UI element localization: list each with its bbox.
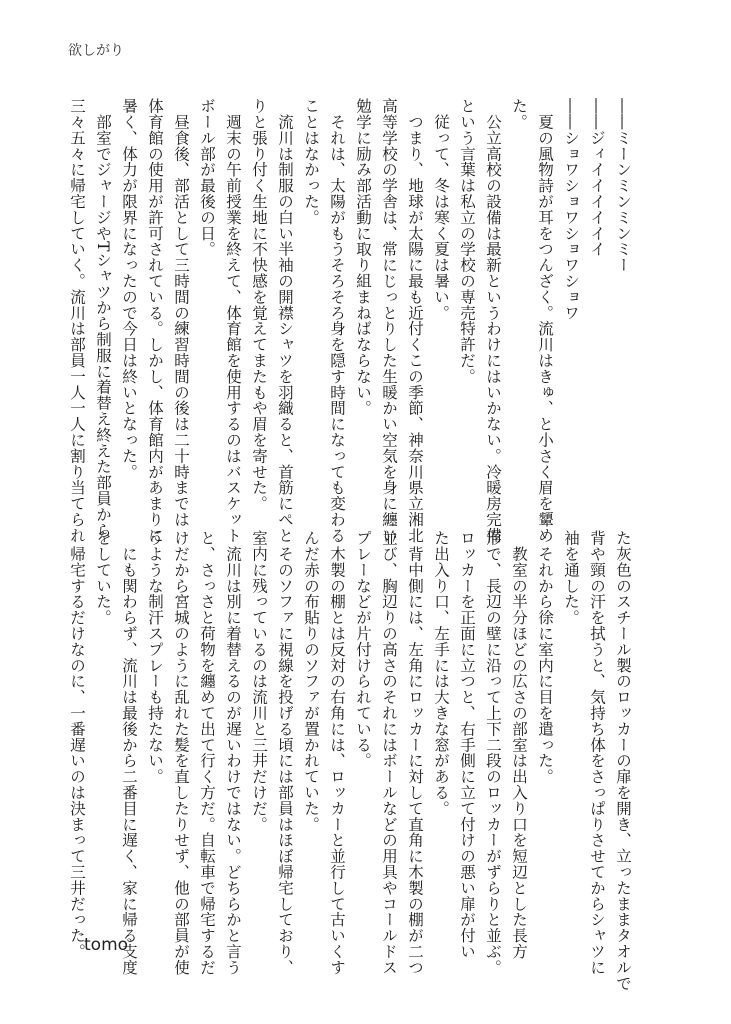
text-line: 夏の風物詩が耳をつんざく。流川はきゅ、と小さく眉を顰め [536, 98, 554, 544]
text-line: 室内に残っているのは流川と三井だけだ。 [250, 530, 268, 833]
text-line: ことはなかった。 [302, 98, 320, 226]
text-line: ――ミーンミンミンミー [614, 98, 632, 273]
text-line: 流川は制服の白い半袖の開襟シャツを羽織ると、首筋にぺと [276, 98, 294, 544]
text-line: けだから宮城のように乱れた髪を直したりせず、他の部員が使 [172, 530, 190, 976]
text-line: 並び、胸辺りの高さのそれにはボールなどの用具やコールドス [380, 530, 398, 976]
text-line: にも関わらず、流川は最後から二番目に遅く、家に帰る支度 [120, 530, 138, 976]
text-line: ――ショワショワショワショワ [562, 98, 580, 321]
text-line: 教室の半分ほどの広さの部室は出入り口を短辺とした長方 [510, 530, 528, 960]
text-line: 週末の午前授業を終えて、体育館を使用するのはバスケット [224, 98, 242, 544]
text-line: それは、太陽がもうそろそろ身を隠す時間になっても変わる [328, 98, 346, 544]
text-line: 従って、冬は寒く夏は暑い。 [432, 98, 450, 321]
text-line: りと張り付く生地に不快感を覚えてまたもや眉を寄せた。 [250, 98, 268, 512]
text-line: プレーなどが片付けられている。 [354, 530, 372, 769]
text-line: ロッカーを正面に立つと、右手側に立て付けの悪い扉が付い [458, 530, 476, 960]
text-line: 背や頸の汗を拭うと、気持ち体をさっぱりさせてからシャツに [588, 530, 606, 976]
upper-text-block [68, 98, 636, 544]
text-line: 公立高校の設備は最新というわけにはいかない。冷暖房完備 [484, 98, 502, 544]
author-name: tomo [84, 935, 129, 955]
text-line: ボール部が最後の日。 [198, 98, 216, 257]
text-line: 背中側には、左角にロッカーに対して直角に木製の棚が二つ [406, 530, 424, 976]
text-line: うような制汗スプレーも持たない。 [146, 530, 164, 785]
text-line: た出入り口、左手には大きな窓がある。 [432, 530, 450, 817]
text-line: 部室でジャージやTシャツから制服に着替え終えた部員から [94, 98, 112, 539]
text-line: 高等学校の学舎は、常にじっとりした生暖かい空気を身に纏い [380, 98, 398, 544]
text-line: 木製の棚とは反対の右角には、ロッカーと並行して古いくす [328, 530, 346, 976]
text-line: 暑く、体力が限界になったので今日は終いとなった。 [120, 98, 138, 480]
text-line: 形で、長辺の壁に沿って上下二段のロッカーがずらりと並ぶ。 [484, 530, 502, 976]
page-header-title: 欲しがり [68, 43, 124, 59]
text-line: 勉学に励み部活動に取り組まねばならない。 [354, 98, 372, 416]
text-line: 流川は別に着替えるのが遅いわけではない。どちらかと言う [224, 530, 242, 976]
text-line: という言葉は私立の学校の専売特許だ。 [458, 98, 476, 385]
text-line: 帰宅するだけなのに、一番遅いのは決まって三井だった。 [68, 530, 86, 960]
text-line: そのソファに視線を投げる頃には部員はほぼ帰宅しており、 [276, 530, 294, 976]
text-line: 三々五々に帰宅していく。流川は部員一人一人に割り当てられ [68, 98, 86, 544]
text-line: 袖を通した。 [562, 530, 580, 626]
text-line: それから徐に室内に目を遣った。 [536, 530, 554, 785]
text-line: 体育館の使用が許可されている。しかし、体育館内があまりに [146, 98, 164, 544]
text-line: ――ジィイイイイイイ [588, 98, 606, 257]
text-line: んだ赤の布貼りのソファが置かれていた。 [302, 530, 320, 833]
text-line: 昼食後、部活として三時間の練習時間の後は二十時までは [172, 98, 190, 528]
text-line: た灰色のスチール製のロッカーの扉を開き、立ったままタオルで [614, 530, 632, 992]
text-line: た。 [510, 98, 528, 130]
text-line: と、さっさと荷物を纏めて出て行く方だ。自転車で帰宅するだ [198, 530, 216, 976]
text-line: をしていた。 [94, 530, 112, 626]
text-line: つまり、地球が太陽に最も近付くこの季節、神奈川県立湘北 [406, 98, 424, 544]
